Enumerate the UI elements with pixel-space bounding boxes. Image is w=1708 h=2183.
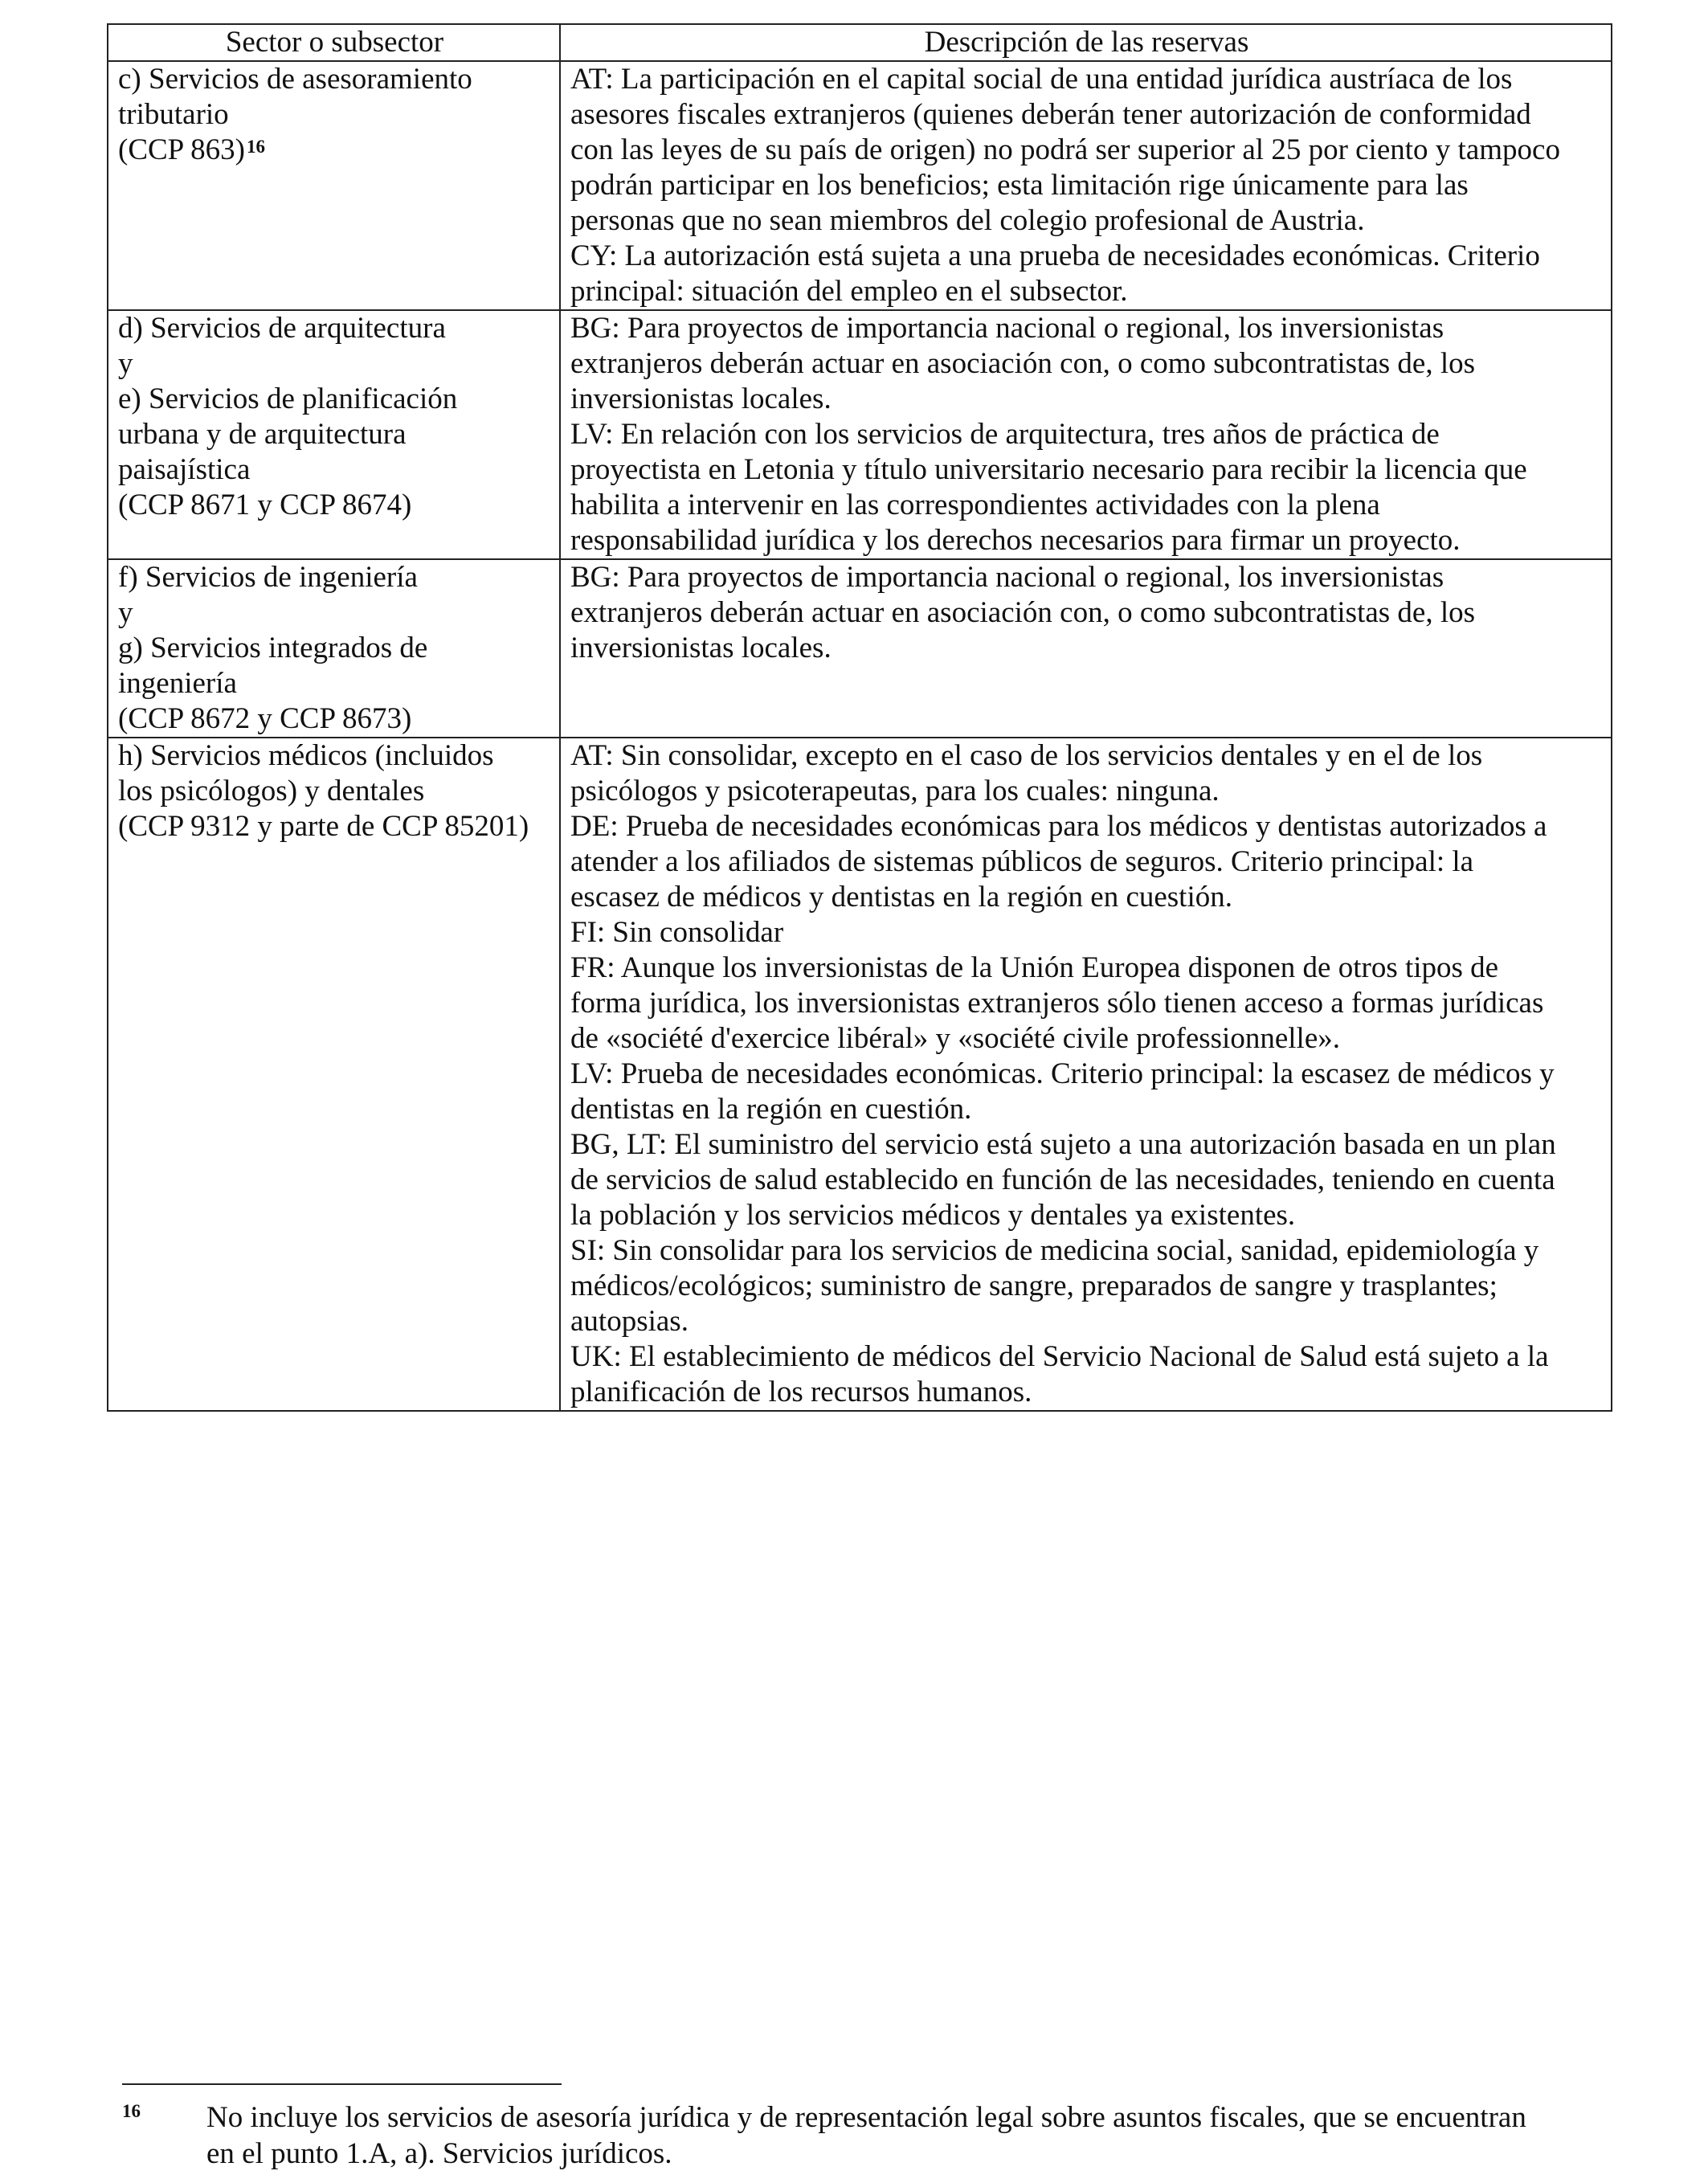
description-line: autopsias. (570, 1305, 689, 1338)
description-line: BG, LT: El suministro del servicio está sujeto a una autorización basada en un plan (570, 1128, 1556, 1161)
sector-line: y (118, 347, 133, 380)
description-line: BG: Para proyectos de importancia nacional o regional, los inversionistas (570, 312, 1444, 345)
description-line: inversionistas locales. (570, 382, 832, 415)
reservations-table (107, 23, 1612, 1412)
description-line: habilita a intervenir en las correspondientes actividades con la plena (570, 489, 1380, 521)
description-line: FI: Sin consolidar (570, 916, 784, 949)
description-line: médicos/ecológicos; suministro de sangre, preparados de sangre y trasplantes; (570, 1269, 1498, 1302)
description-line: de servicios de salud establecido en función de las necesidades, teniendo en cuenta (570, 1163, 1555, 1196)
description-line: proyectista en Letonia y título universitario necesario para recibir la licencia que (570, 453, 1527, 486)
sector-cell (108, 310, 560, 559)
description-line: de «société d'exercice libéral» y «société civile professionnelle». (570, 1022, 1340, 1055)
description-line: extranjeros deberán actuar en asociación con, o como subcontratistas de, los (570, 347, 1476, 380)
description-line: planificación de los recursos humanos. (570, 1376, 1032, 1408)
sector-line: g) Servicios integrados de (118, 632, 428, 664)
description-line: extranjeros deberán actuar en asociación con, o como subcontratistas de, los (570, 596, 1476, 629)
sector-line: e) Servicios de planificación (118, 382, 458, 415)
description-line: podrán participar en los beneficios; esta limitación rige únicamente para las (570, 169, 1469, 202)
sector-line: (CCP 8671 y CCP 8674) (118, 489, 412, 521)
table-row (108, 559, 1612, 738)
description-line: con las leyes de su país de origen) no podrá ser superior al 25 por ciento y tampoco (570, 133, 1560, 166)
sector-cell (108, 61, 560, 310)
description-cell (560, 559, 1612, 738)
footnote-text (206, 2099, 1600, 2172)
sector-cell (108, 738, 560, 1411)
description-line: escasez de médicos y dentistas en la región en cuestión. (570, 881, 1232, 914)
footnote-line: No incluye los servicios de asesoría jurídica y de representación legal sobre asuntos fiscales, que se encuentran (206, 2101, 1526, 2134)
sector-line: (CCP 8672 y CCP 8673) (118, 702, 412, 735)
description-line: UK: El establecimiento de médicos del Servicio Nacional de Salud está sujeto a la (570, 1340, 1549, 1373)
table-row (108, 738, 1612, 1411)
sector-line: ingeniería (118, 667, 237, 700)
sector-line-text: (CCP 863) (118, 133, 245, 166)
sector-line: f) Servicios de ingeniería (118, 561, 418, 594)
sector-line: h) Servicios médicos (incluidos (118, 739, 494, 772)
description-line: LV: Prueba de necesidades económicas. Criterio principal: la escasez de médicos y (570, 1057, 1555, 1090)
description-line: CY: La autorización está sujeta a una prueba de necesidades económicas. Criterio (570, 239, 1540, 272)
header-sector: Sector o subsector (108, 24, 560, 61)
description-line: psicólogos y psicoterapeutas, para los cuales: ninguna. (570, 775, 1220, 807)
description-line: DE: Prueba de necesidades económicas para los médicos y dentistas autorizados a (570, 810, 1547, 843)
sector-line: paisajística (118, 453, 251, 486)
description-cell (560, 738, 1612, 1411)
table-header-row (108, 24, 1612, 61)
sector-line: c) Servicios de asesoramiento (118, 63, 472, 96)
description-line: principal: situación del empleo en el subsector. (570, 275, 1128, 308)
description-line: SI: Sin consolidar para los servicios de medicina social, sanidad, epidemiología y (570, 1234, 1539, 1267)
description-line: responsabilidad jurídica y los derechos necesarios para firmar un proyecto. (570, 524, 1461, 557)
description-line: dentistas en la región en cuestión. (570, 1093, 972, 1126)
sector-line: los psicólogos) y dentales (118, 775, 425, 807)
description-line: AT: La participación en el capital social de una entidad jurídica austríaca de los (570, 63, 1513, 96)
sector-line: urbana y de arquitectura (118, 418, 407, 451)
header-description: Descripción de las reservas (560, 24, 1612, 61)
sector-line: tributario (118, 98, 229, 131)
sector-line (118, 133, 551, 168)
description-cell (560, 310, 1612, 559)
footnote-line: en el punto 1.A, a). Servicios jurídicos. (206, 2137, 672, 2170)
description-line: inversionistas locales. (570, 632, 832, 664)
footnote (122, 2099, 1600, 2172)
sector-line: (CCP 9312 y parte de CCP 85201) (118, 810, 529, 843)
footnote-separator (122, 2083, 562, 2085)
sector-cell (108, 559, 560, 738)
footnote-number: 16 (122, 2101, 141, 2121)
description-line: la población y los servicios médicos y dentales ya existentes. (570, 1199, 1296, 1232)
table-row (108, 61, 1612, 310)
table-row (108, 310, 1612, 559)
description-line: LV: En relación con los servicios de arquitectura, tres años de práctica de (570, 418, 1440, 451)
description-line: AT: Sin consolidar, excepto en el caso de los servicios dentales y en el de los (570, 739, 1483, 772)
footnote-reference: 16 (246, 137, 265, 157)
description-line: BG: Para proyectos de importancia nacional o regional, los inversionistas (570, 561, 1444, 594)
description-cell (560, 61, 1612, 310)
sector-line: d) Servicios de arquitectura (118, 312, 446, 345)
sector-line: y (118, 596, 133, 629)
description-line: forma jurídica, los inversionistas extranjeros sólo tienen acceso a formas jurídicas (570, 987, 1544, 1020)
description-line: FR: Aunque los inversionistas de la Unión Europea disponen de otros tipos de (570, 951, 1499, 984)
description-line: atender a los afiliados de sistemas públicos de seguros. Criterio principal: la (570, 845, 1474, 878)
description-line: asesores fiscales extranjeros (quienes deberán tener autorización de conformidad (570, 98, 1531, 131)
description-line: personas que no sean miembros del colegio profesional de Austria. (570, 204, 1365, 237)
